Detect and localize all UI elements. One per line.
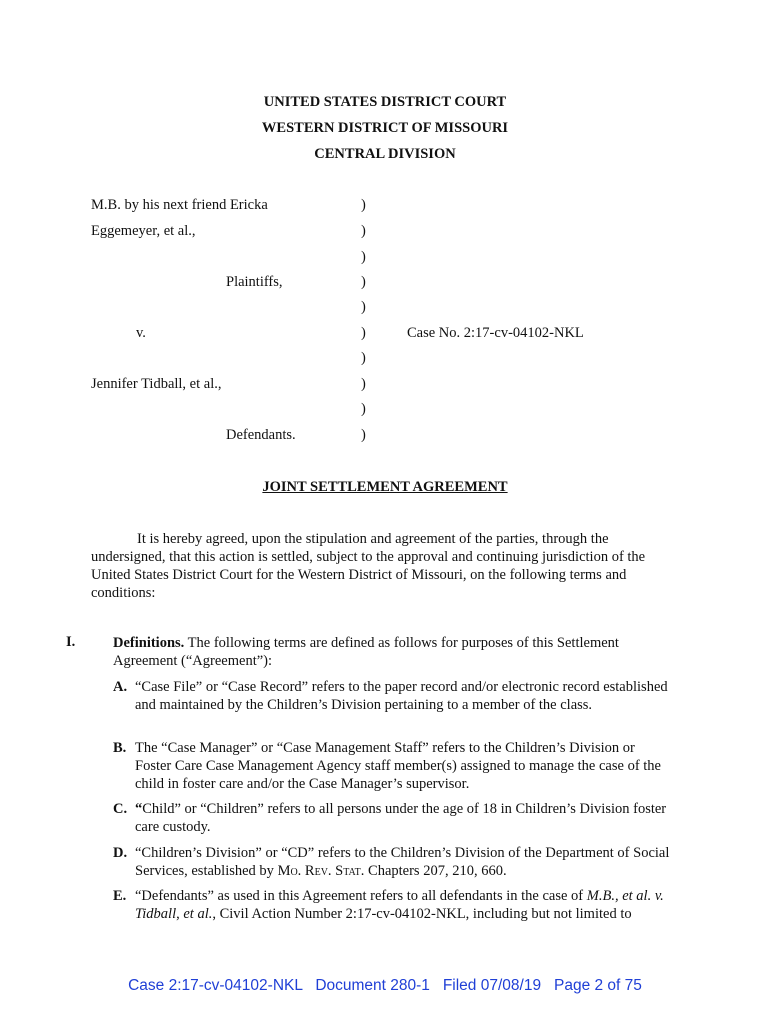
definition-letter: E. — [113, 888, 127, 904]
definition-text-end: , Civil Action Number 2:17-cv-04102-NKL, including but not limited to — [212, 906, 632, 922]
court-district: WESTERN DISTRICT OF MISSOURI — [261, 120, 509, 136]
definition-letter: C. — [113, 801, 128, 817]
definition-letter: B. — [113, 740, 127, 756]
definition-letter: A. — [113, 679, 128, 695]
caption-paren: ) — [361, 197, 366, 213]
defendants-label: Defendants. — [226, 427, 296, 443]
filing-stamp: Case 2:17-cv-04102-NKL Document 280-1 Filed 07/08/19 Page 2 of 75 — [128, 977, 642, 994]
intro-paragraph: It is hereby agreed, upon the stipulation and agreement of the parties, through the undersigned, that this action is settled, subject to the approval and continuing jurisdiction of the United States District Court for the Western District of Missouri, on the following terms and conditions: — [91, 531, 646, 601]
court-division: CENTRAL DIVISION — [314, 146, 456, 162]
definition-text-end: Chapters 207, 210, 660. — [364, 863, 507, 879]
caption-paren: ) — [361, 299, 366, 315]
case-name-comma: , — [176, 906, 184, 922]
plaintiffs-label: Plaintiffs, — [226, 274, 283, 290]
definition-e — [113, 887, 673, 923]
case-number: Case No. 2:17-cv-04102-NKL — [407, 325, 584, 341]
case-name: M.B., et al. v. Tidball — [135, 888, 664, 922]
definition-a — [113, 678, 673, 714]
document-title: JOINT SETTLEMENT AGREEMENT — [262, 479, 508, 495]
caption-paren: ) — [361, 325, 366, 341]
caption-paren: ) — [361, 249, 366, 265]
caption-paren: ) — [361, 350, 366, 366]
definition-text: Child” or “Children” refers to all persons under the age of 18 in Children’s Division foster care custody. — [135, 801, 667, 835]
section-intro-text: The following terms are defined as follows for purposes of this Settlement Agreement (“Agreement”): — [113, 635, 619, 669]
definition-c — [113, 800, 673, 836]
section-number: I. — [66, 634, 76, 650]
definition-text: “Case File” or “Case Record” refers to the paper record and/or electronic record established and maintained by the Children’s Division pertaining to a member of the class. — [135, 679, 668, 713]
caption-paren: ) — [361, 427, 366, 443]
definition-open-quote: “ — [135, 801, 143, 817]
definition-text: The “Case Manager” or “Case Management Staff” refers to the Children’s Division or Foster Care Case Management Agency staff member(s) assigned to manage the case of the child in foster care and/or the Case Manager’s supervisor. — [135, 740, 661, 792]
versus-label: v. — [136, 325, 146, 341]
defendant-name: Jennifer Tidball, et al., — [91, 376, 222, 392]
definition-letter: D. — [113, 845, 128, 861]
definition-d — [113, 844, 673, 880]
plaintiff-name-line2: Eggemeyer, et al., — [91, 223, 196, 239]
definition-b — [113, 739, 673, 793]
section-definitions — [113, 634, 673, 670]
caption-paren: ) — [361, 401, 366, 417]
case-et-al: et al. — [183, 906, 213, 922]
statute-citation: Mo. Rev. Stat. — [277, 863, 365, 879]
plaintiff-name-line1: M.B. by his next friend Ericka — [91, 197, 268, 213]
definition-text: “Defendants” as used in this Agreement refers to all defendants in the case of — [135, 888, 587, 904]
caption-paren: ) — [361, 223, 366, 239]
caption-paren: ) — [361, 376, 366, 392]
section-heading: Definitions. — [113, 635, 185, 651]
court-name: UNITED STATES DISTRICT COURT — [263, 94, 507, 110]
caption-paren: ) — [361, 274, 366, 290]
definition-text: “Children’s Division” or “CD” refers to the Children’s Division of the Department of Social Services, established by — [135, 845, 670, 879]
